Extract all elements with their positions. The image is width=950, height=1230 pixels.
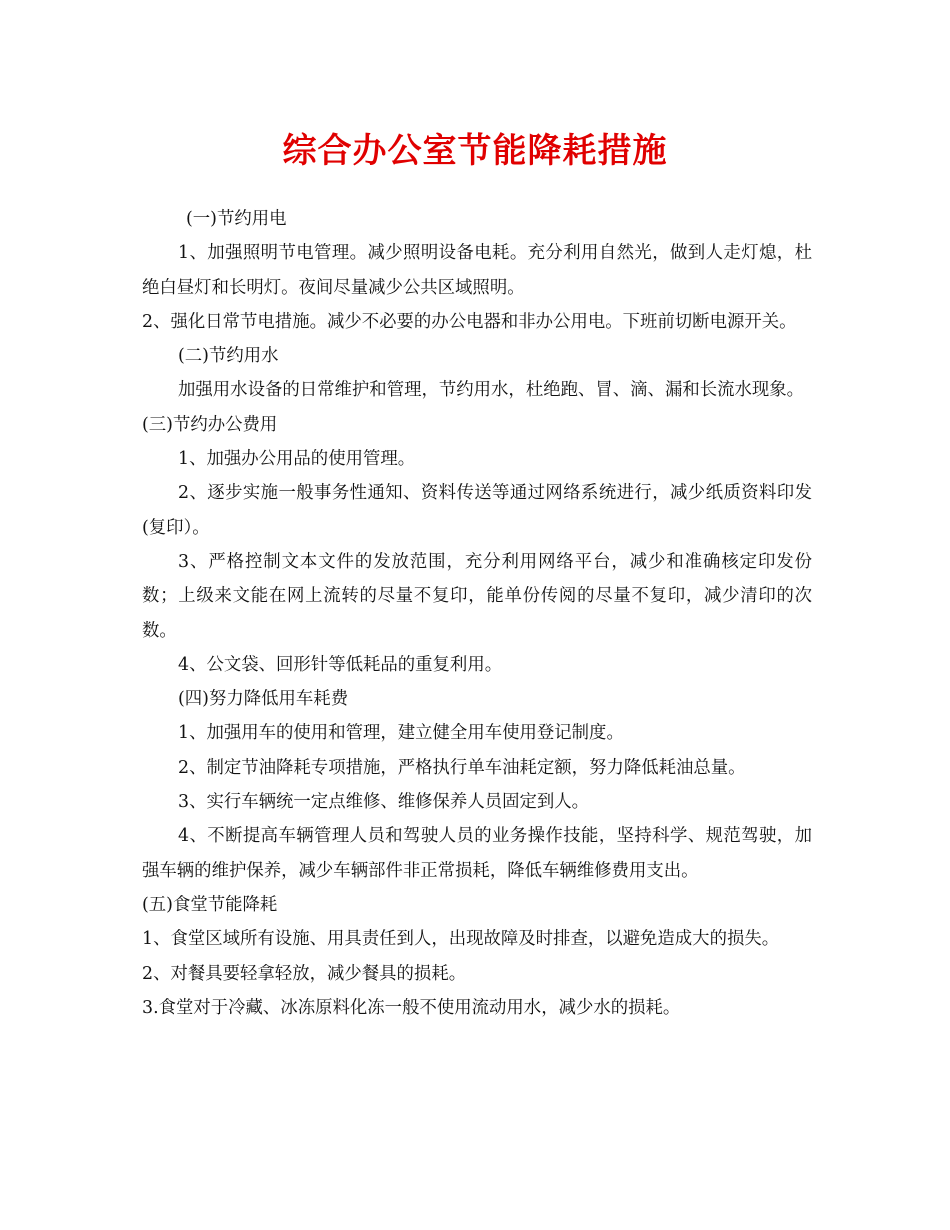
paragraph: 3、实行车辆统一定点维修、维修保养人员固定到人。 (178, 792, 590, 813)
paragraph: 4、公文袋、回形针等低耗品的重复利用。 (178, 654, 503, 675)
paragraph: 1、加强办公用品的使用管理。 (178, 449, 416, 470)
section-heading-vehicles: (四)努力降低用车耗费 (178, 689, 349, 710)
paragraph: 1、食堂区域所有设施、用具责任到人，出现故障及时排查，以避免造成大的损失。 (142, 929, 780, 950)
paragraph: 4、不断提高车辆管理人员和驾驶人员的业务操作技能，坚持科学、规范驾驶，加强车辆的维护保养，减少车辆部件非正常损耗，降低车辆维修费用支出。 (142, 826, 812, 881)
paragraph: 1、加强用车的使用和管理，建立健全用车使用登记制度。 (178, 723, 624, 744)
document-title: 综合办公室节能降耗措施 (282, 131, 668, 171)
section-heading-water: (二)节约用水 (178, 346, 279, 367)
section-heading-office-expenses: (三)节约办公费用 (142, 414, 278, 435)
paragraph: 1、加强照明节电管理。减少照明设备电耗。充分利用自然光，做到人走灯熄，杜绝白昼灯和长明灯。夜间尽量减少公共区域照明。 (142, 243, 812, 298)
paragraph: 2、逐步实施一般事务性通知、资料传送等通过网络系统进行，减少纸质资料印发(复印）。 (142, 483, 812, 538)
paragraph: 加强用水设备的日常维护和管理，节约用水，杜绝跑、冒、滴、漏和长流水现象。 (178, 380, 805, 401)
section-heading-electricity: (一)节约用电 (186, 209, 287, 229)
document-body (142, 202, 812, 1025)
paragraph: 3、严格控制文本文件的发放范围，充分利用网络平台，减少和准确核定印发份数；上级来文能在网上流转的尽量不复印，能单份传阅的尽量不复印，减少清印的次数。 (142, 551, 812, 641)
paragraph: 3.食堂对于冷藏、冰冻原料化冻一般不使用流动用水，减少水的损耗。 (142, 997, 681, 1018)
paragraph: 2、对餐具要轻拿轻放，减少餐具的损耗。 (142, 963, 467, 984)
paragraph: 2、制定节油降耗专项措施，严格执行单车油耗定额，努力降低耗油总量。 (178, 757, 746, 778)
paragraph: 2、强化日常节电措施。减少不必要的办公电器和非办公用电。下班前切断电源开关。 (142, 311, 797, 332)
section-heading-canteen: (五)食堂节能降耗 (142, 894, 278, 915)
